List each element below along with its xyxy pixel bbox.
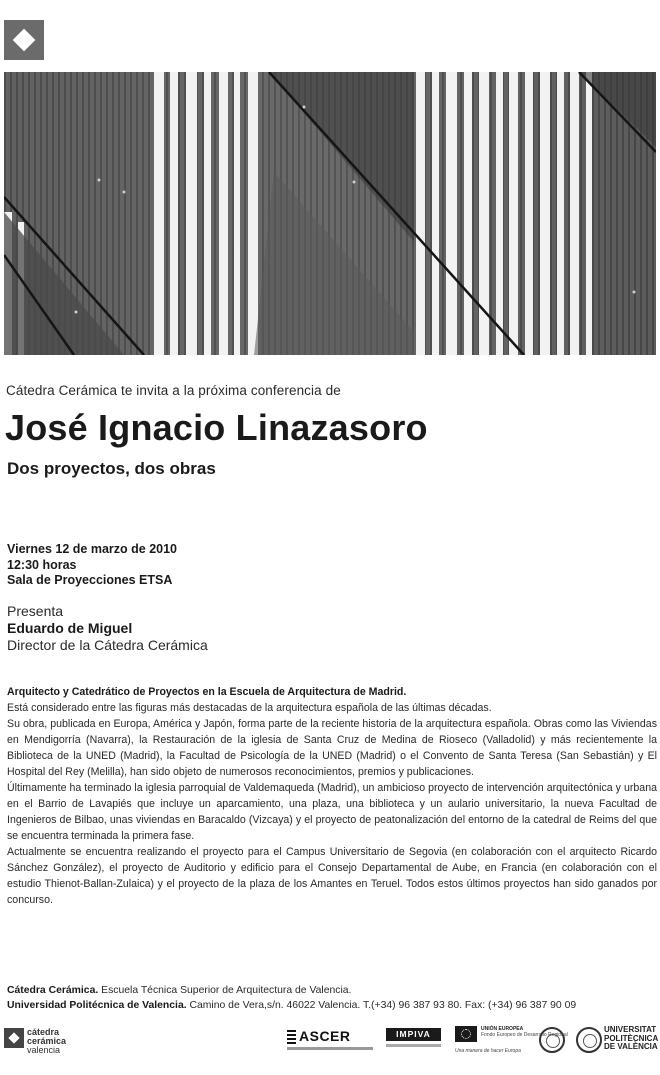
upv-logo-text [604,1026,658,1052]
eu-logo-line2: Fondo Europeo de Desarrollo Regional [481,1032,568,1038]
catedra-logo-line1: cátedra [27,1027,60,1037]
footer-org2-detail: Camino de Vera,s/n. 46022 Valencia. T.(+34) 96 387 93 80. Fax: (+34) 96 387 90 09 [186,1000,577,1011]
footer-contact [7,983,576,1013]
bio-paragraph: Está considerado entre las figuras más destacadas de la arquitectura española de las últimas décadas. [7,702,492,714]
catedra-logo-line3: valencia [27,1045,61,1055]
bio-paragraph: Su obra, publicada en Europa, América y Japón, forma parte de la reciente historia de la arquitectura española. Obras como las Viviendas en Mendigorría (Navarra), la Restauración de la iglesia de Santa Cruz de Medina de Rioseco (Valladolid) y más recientemente la Biblioteca de la UNED (Madrid), la Facultad de Psicología de la UNED (Madrid) o el Convento de Santa Teresa (San Sebastián) y El Hospital del Rey (Melilla), han sido objeto de numerosos reconocimientos, premios y publicaciones. [7,718,657,778]
facade-photo [4,72,656,355]
speaker-bio [7,684,657,908]
eu-flag-icon [455,1026,477,1042]
event-time: 12:30 horas [7,557,77,572]
impiva-logo-text: IMPIVA [386,1028,441,1041]
talk-title: Dos proyectos, dos obras [7,459,216,478]
catedra-ceramica-logo [4,1028,94,1058]
seal-icon [539,1027,565,1053]
catedra-logo-mark [4,20,44,60]
ascer-logo-text: ASCER [299,1028,351,1044]
ascer-logo [287,1028,373,1054]
upv-logo-line2: POLITÈCNICA [604,1033,659,1043]
upv-seal-icon [576,1027,602,1053]
presenter-block [7,603,208,654]
invite-line: Cátedra Cerámica te invita a la próxima conferencia de [6,383,341,398]
impiva-logo [386,1028,441,1054]
speaker-name: José Ignacio Linazasoro [5,407,428,448]
event-date: Viernes 12 de marzo de 2010 [7,542,178,556]
presenter-name: Eduardo de Miguel [7,620,133,636]
upv-logo-line1: UNIVERSITAT [604,1025,657,1034]
presenter-label: Presenta [7,603,64,619]
upv-logo-line3: DE VALÈNCIA [604,1042,658,1051]
bio-lead: Arquitecto y Catedrático de Proyectos en la Escuela de Arquitectura de Madrid. [7,686,407,698]
event-venue: Sala de Proyecciones ETSA [7,573,173,587]
eu-logo-line1: UNIÓN EUROPEA [481,1026,524,1032]
sponsor-logos [0,1022,660,1062]
bio-paragraph: Últimamente ha terminado la iglesia parroquial de Valdemaqueda (Madrid), un ambicioso proyecto de intervención arquitectónica y urbana en el Barrio de Lavapiés que incluye un aparcamiento, una plaza, una biblioteca y un aulario universitario, la nueva Facultad de Ingenieros de Bilbao, unas viviendas en Baracaldo (Vizcaya) y el proyecto de peatonalización del entorno de la catedral de Reims del que se encuentra terminada la primera fase. [7,782,657,842]
eu-feder-logo [455,1026,568,1058]
footer-org1-name: Cátedra Cerámica. [7,985,99,996]
footer-org2-name: Universidad Politécnica de Valencia. [7,1000,187,1011]
catedra-logo-line2: cerámica [27,1036,67,1046]
bio-paragraph: Actualmente se encuentra realizando el proyecto para el Campus Universitario de Segovia (en colaboración con el arquitecto Ricardo Sánchez González), el proyecto de Auditorio y edificio para el Consejo Departamental de Aube, en Francia (en colaboración con el estudio Thienot-Ballan-Zulaica) y el proyecto de la plaza de los Amantes en Teruel. Todos estos últimos proyectos han sido ganados por concurso. [7,846,657,906]
eu-logo-slogan: Una manera de hacer Europa [455,1048,521,1054]
presenter-role: Director de la Cátedra Cerámica [7,637,208,653]
event-details [7,542,177,589]
footer-org1-detail: Escuela Técnica Superior de Arquitectura de Valencia. [98,985,352,996]
